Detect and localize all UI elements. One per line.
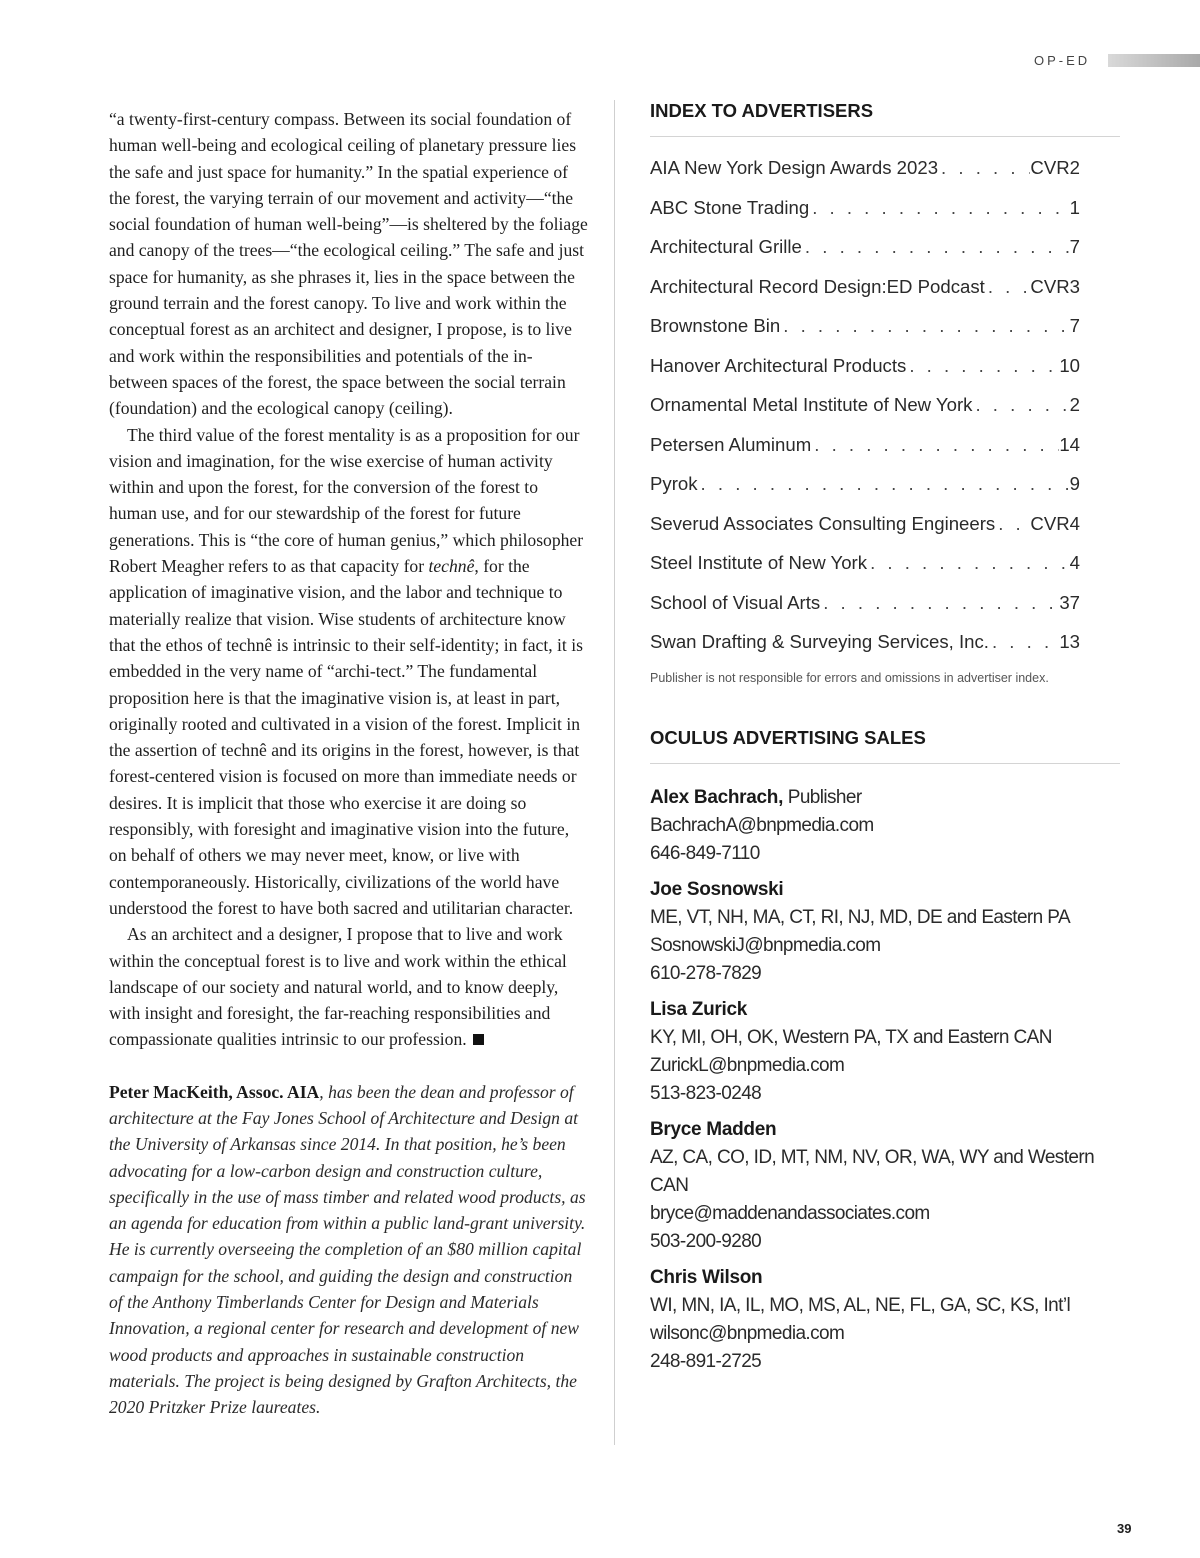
section-bar bbox=[1108, 54, 1200, 67]
advertiser-page: CVR4 bbox=[1030, 512, 1080, 534]
sales-contact bbox=[650, 784, 1120, 868]
contact-name: Chris Wilson bbox=[650, 1266, 763, 1288]
contact-name: Bryce Madden bbox=[650, 1118, 777, 1140]
advertiser-page: 1 bbox=[1069, 196, 1080, 218]
article-column bbox=[109, 106, 589, 1421]
index-entry bbox=[650, 355, 1080, 395]
dot-leader bbox=[989, 631, 1059, 653]
advertiser-name: Architectural Grille bbox=[650, 236, 802, 257]
contact-phone: 503-200-9280 bbox=[650, 1230, 762, 1252]
contact-name: Joe Sosnowski bbox=[650, 878, 784, 900]
advertiser-name: School of Visual Arts bbox=[650, 591, 821, 613]
dot-leader bbox=[995, 513, 1030, 535]
advertiser-page: 7 bbox=[1069, 315, 1080, 336]
contact-phone: 513-823-0248 bbox=[650, 1082, 762, 1104]
contact-name: Alex Bachrach, bbox=[650, 786, 784, 808]
advertiser-page: 9 bbox=[1069, 473, 1080, 494]
dot-leader bbox=[867, 552, 1070, 574]
index-entry bbox=[650, 592, 1080, 632]
contact-phone: 610-278-7829 bbox=[650, 962, 762, 984]
article-paragraph: “a twenty-first-century compass. Between its social foundation of human well-being and ecological ceiling of planetary pressure lies the safe and just space for humanity.” In the spatial experience of the forest, the varying terrain of our movement and activity—“the social foundation of human well-being”—is sheltered by the foliage and canopy of the trees—“the ecological ceiling.” The safe and just space for humanity, as she phrases it, lies in the space between the ground terrain and the forest canopy. To live and work within the conceptual forest as an architect and designer, I propose, is to live and work within the responsibilities and potentials of the in-between spaces of the forest, the space between the social terrain (foundation) and the ecological canopy (ceiling). bbox=[109, 109, 588, 419]
advertiser-page: 2 bbox=[1069, 394, 1080, 415]
sales-contact bbox=[650, 1116, 1120, 1256]
advertiser-name: Severud Associates Consulting Engineers bbox=[650, 512, 996, 534]
advertiser-name: Brownstone Bin bbox=[650, 315, 781, 336]
contact-region: KY, MI, OH, OK, Western PA, TX and Eastern CAN bbox=[650, 1026, 1052, 1048]
index-entry bbox=[650, 276, 1080, 316]
advertiser-page: 14 bbox=[1059, 433, 1080, 455]
dot-leader bbox=[938, 157, 1030, 179]
contact-region: AZ, CA, CO, ID, MT, NM, NV, OR, WA, WY and Western CAN bbox=[650, 1146, 1095, 1196]
index-entry bbox=[650, 236, 1080, 276]
advertiser-page: 7 bbox=[1069, 236, 1080, 257]
dot-leader bbox=[985, 276, 1031, 298]
end-mark-icon bbox=[473, 1034, 484, 1045]
advertiser-name: Petersen Aluminum bbox=[650, 433, 812, 455]
dot-leader bbox=[811, 434, 1059, 456]
article-paragraph bbox=[109, 921, 589, 1052]
index-entry bbox=[650, 315, 1080, 355]
advertiser-page: 10 bbox=[1059, 354, 1080, 376]
index-entry bbox=[650, 513, 1080, 553]
advertiser-page: CVR2 bbox=[1030, 157, 1080, 178]
paragraph-text: The third value of the forest mentality is as a proposition for our vision and imagination, for the wise exercise of human activity within and upon the forest, for the conversion of the forest to human use, and for our stewardship of the forest for future generations. This is “the core of human genius,” which philosopher Robert Meagher refers to as that capacity for bbox=[109, 424, 584, 577]
advertiser-name: Pyrok bbox=[650, 473, 698, 494]
index-entry bbox=[650, 197, 1080, 237]
dot-leader bbox=[972, 394, 1069, 416]
bio-text: , has been the dean and professor of architecture at the Fay Jones School of Architecture and Design at the University of Arkansas since 2014. In that position, he’s been advocating for a low-carbon design and construction culture, specifically in the use of mass timber and related wood products, as an agenda for education from within a public land-grant university. He is currently overseeing the completion of an $80 million capital campaign for the school, and guiding the design and construction of the Anthony Timberlands Center for Design and Materials Innovation, a regional center for research and development of new wood products and approaches in sustainable construction materials. The project is being designed by Grafton Architects, the 2020 Pritzker Prize laureates. bbox=[109, 1081, 586, 1418]
dot-leader bbox=[698, 473, 1070, 495]
dot-leader bbox=[906, 355, 1059, 377]
contact-email[interactable]: SosnowskiJ@bnpmedia.com bbox=[650, 934, 881, 956]
advertiser-name: Architectural Record Design:ED Podcast bbox=[650, 275, 985, 297]
index-entry bbox=[650, 552, 1080, 592]
contact-region: WI, MN, IA, IL, MO, MS, AL, NE, FL, GA, SC, KS, Int’l bbox=[650, 1294, 1071, 1316]
advertiser-name: AIA New York Design Awards 2023 bbox=[650, 157, 939, 178]
contact-region: ME, VT, NH, MA, CT, RI, NJ, MD, DE and Eastern PA bbox=[650, 906, 1071, 928]
article-paragraph bbox=[109, 422, 589, 922]
contact-role: Publisher bbox=[783, 786, 862, 808]
advertiser-name: ABC Stone Trading bbox=[650, 196, 810, 218]
techne-term: technê bbox=[428, 556, 475, 577]
advertiser-name: Ornamental Metal Institute of New York bbox=[650, 394, 973, 415]
index-entry bbox=[650, 434, 1080, 474]
sales-contact bbox=[650, 876, 1120, 988]
index-entry bbox=[650, 473, 1080, 513]
dot-leader bbox=[802, 236, 1070, 258]
column-divider bbox=[614, 100, 615, 1445]
index-disclaimer: Publisher is not responsible for errors and omissions in advertiser index. bbox=[650, 670, 1049, 685]
index-entry bbox=[650, 157, 1080, 197]
author-bio bbox=[109, 1079, 589, 1421]
advertiser-page: 13 bbox=[1059, 631, 1080, 652]
index-entry bbox=[650, 631, 1080, 671]
contact-phone: 248-891-2725 bbox=[650, 1350, 762, 1372]
sales-contact bbox=[650, 996, 1120, 1108]
contact-email[interactable]: ZurickL@bnpmedia.com bbox=[650, 1054, 845, 1076]
sales-contact bbox=[650, 1264, 1120, 1376]
sidebar-column bbox=[650, 100, 1120, 1384]
paragraph-text: , for the application of imaginative vision, and the labor and technique to materially realize that vision. Wise students of architecture know that the ethos of technê is intrinsic to their self-identity; in fact, it is embedded in the very name of “archi-tect.” The fundamental proposition here is that the imaginative vision is, at least in part, originally rooted and cultivated in a vision of the forest. Implicit in the assertion of technê and its origins in the forest, however, is that forest-centered vision is focused on more than immediate needs or desires. It is implicit that those who exercise it are doing so responsibly, with foresight and imaginative vision into the future, on behalf of others we may never meet, know, or live with contemporaneously. Historically, civilizations of the world have understood the forest to have both sacred and utilitarian character. bbox=[109, 556, 583, 918]
sales-heading: OCULUS ADVERTISING SALES bbox=[650, 727, 1120, 764]
sales-contacts bbox=[650, 784, 1120, 1376]
page-number: 39 bbox=[1117, 1521, 1132, 1536]
contact-email[interactable]: BachrachA@bnpmedia.com bbox=[650, 814, 874, 836]
index-heading: INDEX TO ADVERTISERS bbox=[650, 100, 1120, 137]
dot-leader bbox=[820, 592, 1059, 614]
section-label: OP-ED bbox=[1034, 53, 1091, 68]
contact-email[interactable]: wilsonc@bnpmedia.com bbox=[650, 1322, 845, 1344]
contact-name: Lisa Zurick bbox=[650, 998, 748, 1020]
paragraph-text: As an architect and a designer, I propose that to live and work within the conceptual forest is to live and work within the ethical landscape of our society and natural world, and to know deeply, with insight and foresight, the far-reaching responsibilities and compassionate qualities intrinsic to our profession. bbox=[109, 924, 567, 1050]
dot-leader bbox=[780, 315, 1069, 337]
advertiser-name: Swan Drafting & Surveying Services, Inc. bbox=[650, 631, 989, 652]
contact-email[interactable]: bryce@maddenandassociates.com bbox=[650, 1202, 930, 1224]
advertiser-name: Hanover Architectural Products bbox=[650, 354, 907, 376]
dot-leader bbox=[809, 197, 1069, 219]
advertiser-name: Steel Institute of New York bbox=[650, 552, 868, 573]
advertiser-page: CVR3 bbox=[1030, 275, 1080, 297]
author-name: Peter MacKeith, Assoc. AIA bbox=[109, 1081, 320, 1102]
index-entry bbox=[650, 394, 1080, 434]
contact-phone: 646-849-7110 bbox=[650, 842, 760, 864]
advertiser-page: 37 bbox=[1059, 591, 1080, 613]
advertiser-page: 4 bbox=[1069, 552, 1080, 573]
advertiser-index bbox=[650, 157, 1080, 671]
